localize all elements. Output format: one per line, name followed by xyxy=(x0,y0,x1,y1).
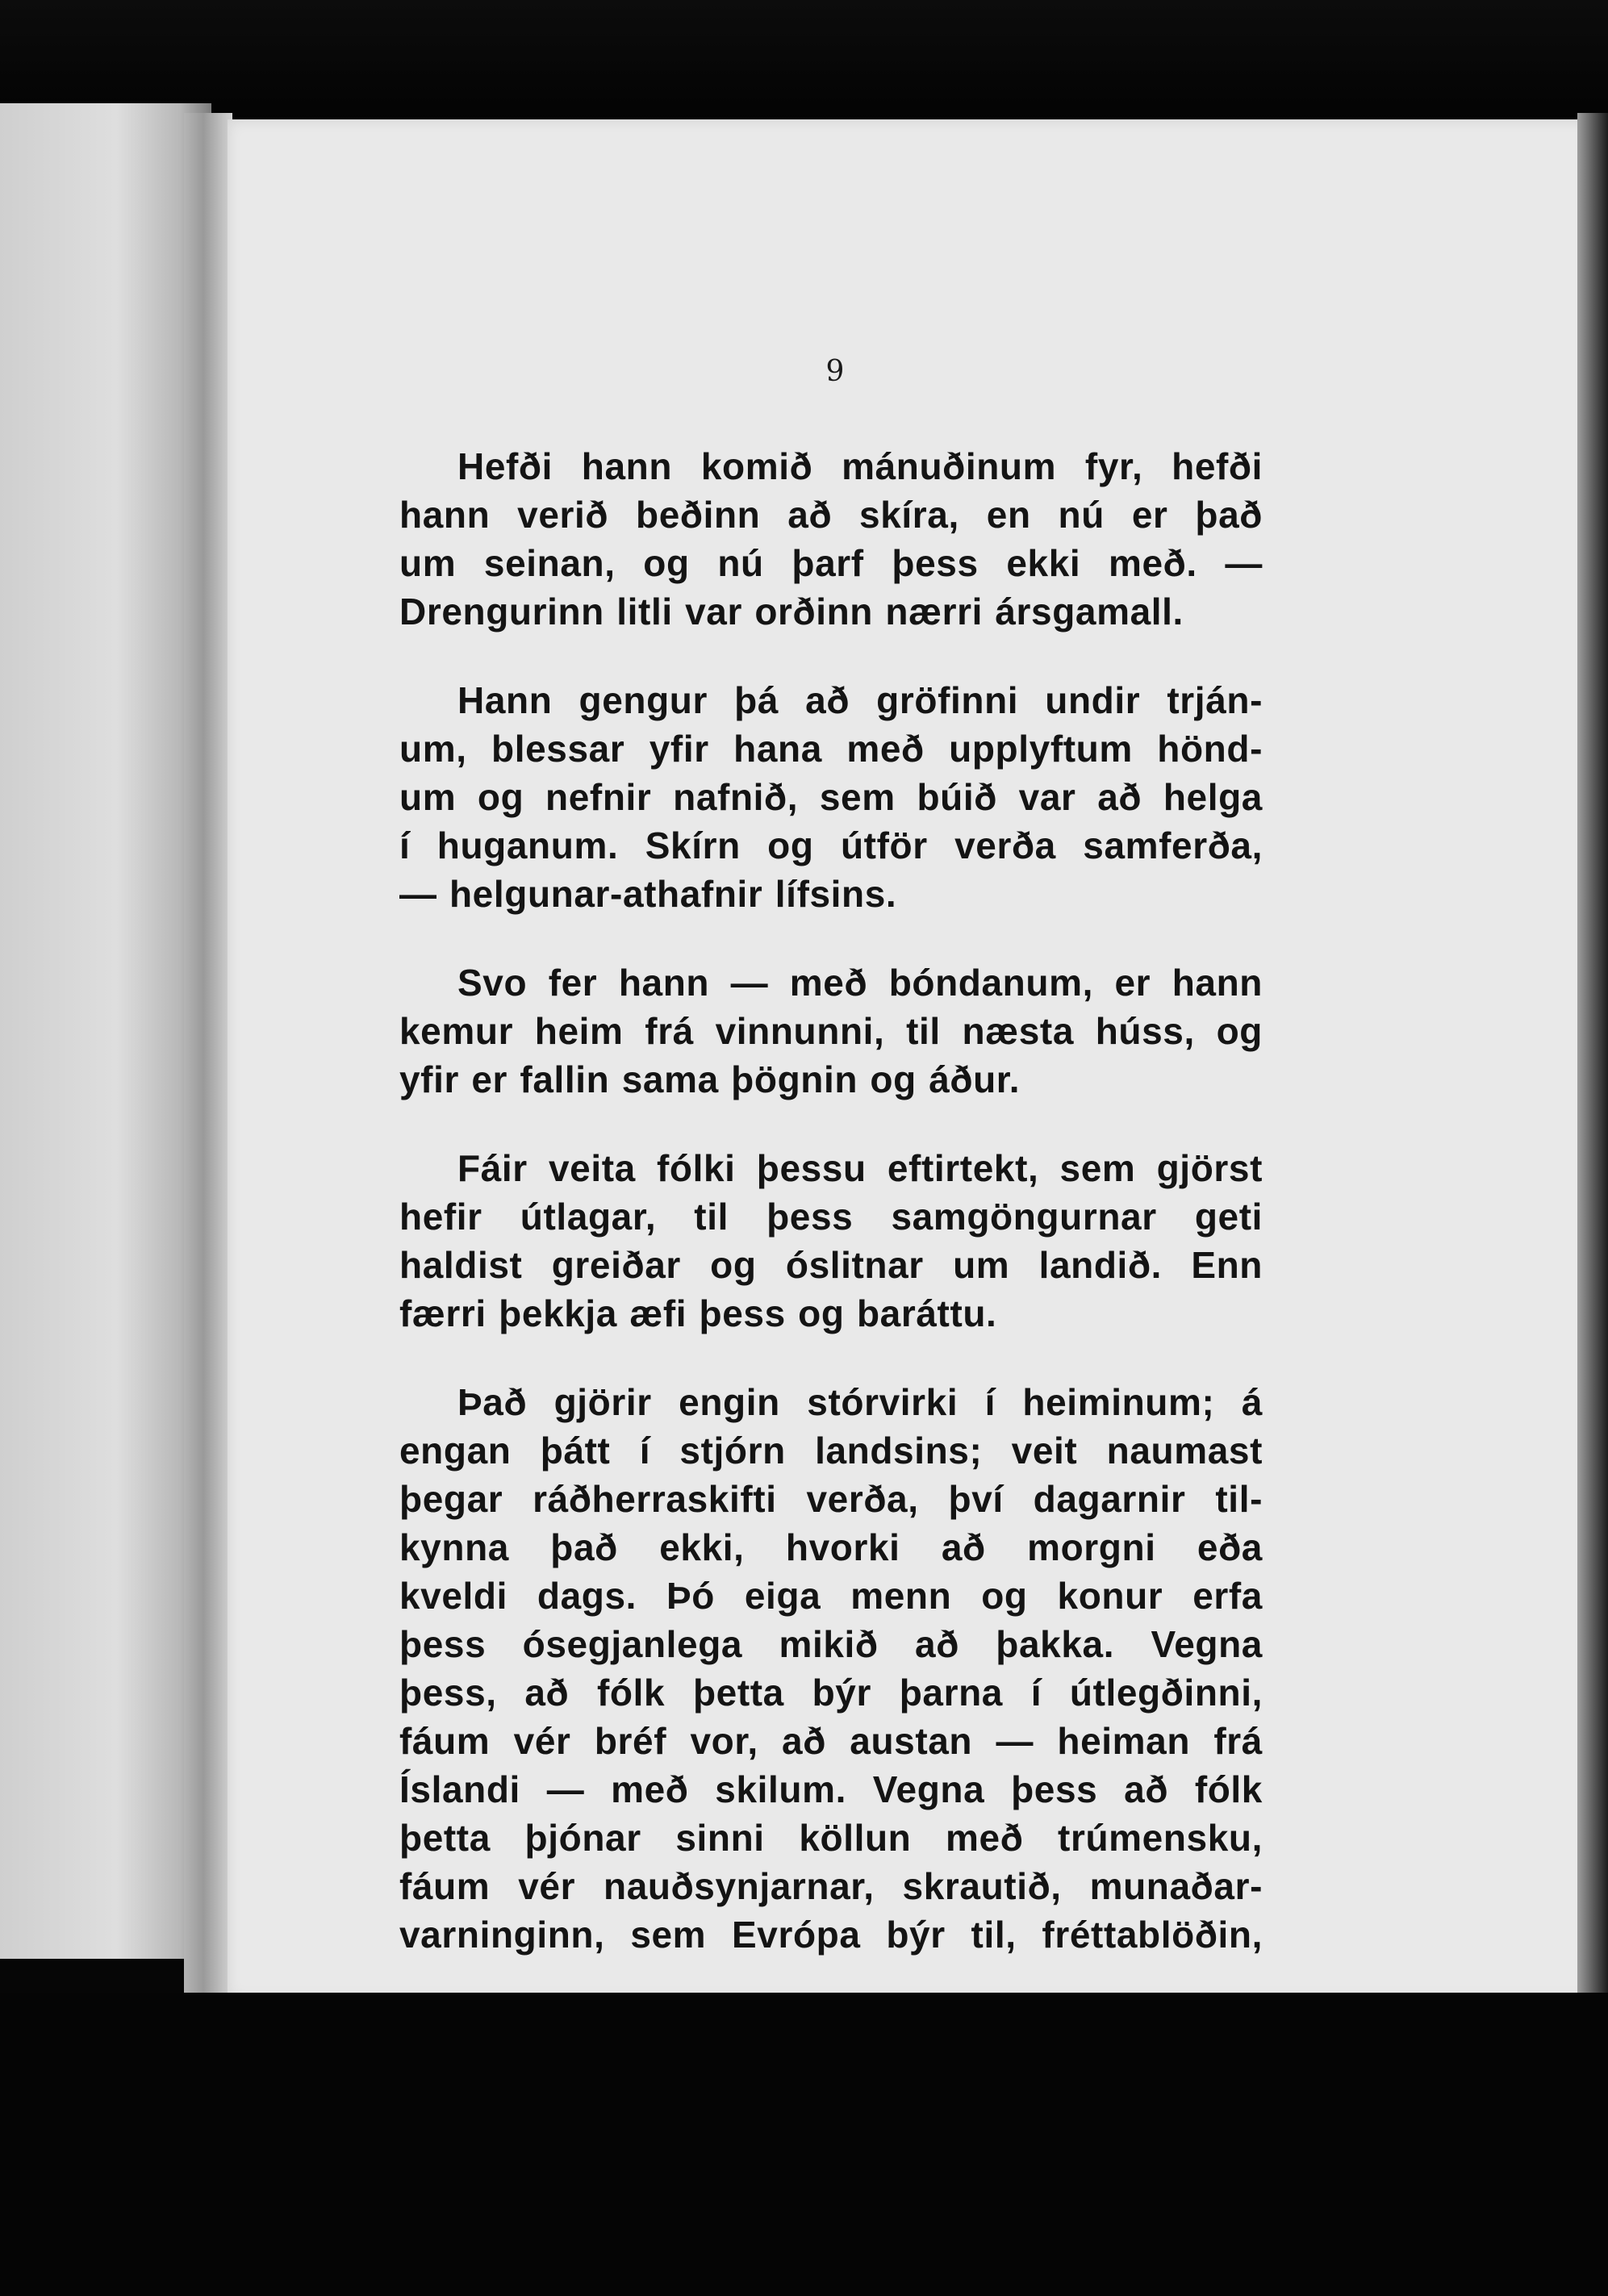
facing-page-left xyxy=(0,103,211,1959)
paragraph xyxy=(399,442,1263,636)
text-line: fáum vér bréf vor, að austan — heiman frá xyxy=(399,1720,1263,1762)
text-line: um og nefnir nafnið, sem búið var að helga xyxy=(399,776,1263,818)
text-line: um seinan, og nú þarf þess ekki með. — xyxy=(399,542,1263,584)
text-line: yfir er fallin sama þögnin og áður. xyxy=(399,1058,1021,1100)
text-line: Fáir veita fólki þessu eftirtekt, sem gjörst xyxy=(457,1147,1263,1189)
paragraph xyxy=(399,676,1263,918)
text-line: færri þekkja æfi þess og baráttu. xyxy=(399,1292,997,1334)
text-line: haldist greiðar og óslitnar um landið. Enn xyxy=(399,1244,1263,1286)
text-line: Það gjörir engin stórvirki í heiminum; á xyxy=(457,1381,1263,1423)
text-line: fáum vér nauðsynjarnar, skrautið, munaðar- xyxy=(399,1865,1263,1907)
text-line: Drengurinn litli var orðinn nærri ársgamall. xyxy=(399,591,1184,632)
text-line: Íslandi — með skilum. Vegna þess að fólk xyxy=(399,1768,1263,1810)
text-line: þetta þjónar sinni köllun með trúmensku, xyxy=(399,1817,1263,1859)
text-line: kveldi dags. Þó eiga menn og konur erfa xyxy=(399,1575,1263,1617)
paragraph xyxy=(399,1144,1263,1338)
page-number: 9 xyxy=(825,355,845,388)
scan-bottom-border xyxy=(0,1993,1608,2296)
paragraph xyxy=(399,1378,1263,1959)
text-line: kynna það ekki, hvorki að morgni eða xyxy=(399,1526,1263,1568)
paragraph xyxy=(399,958,1263,1104)
page-right-edge xyxy=(1577,113,1608,2001)
text-line: þess, að fólk þetta býr þarna í útlegðinni, xyxy=(399,1672,1263,1714)
text-line: þegar ráðherraskifti verða, því dagarnir til- xyxy=(399,1478,1263,1520)
text-line: um, blessar yfir hana með upplyftum hönd- xyxy=(399,728,1263,770)
text-line: varninginn, sem Evrópa býr til, fréttablöðin, xyxy=(399,1914,1263,1956)
text-line: — helgunar-athafnir lífsins. xyxy=(399,873,897,915)
text-line: engan þátt í stjórn landsins; veit naumast xyxy=(399,1430,1263,1472)
text-line: kemur heim frá vinnunni, til næsta húss, og xyxy=(399,1010,1263,1052)
text-line: Hann gengur þá að gröfinni undir trján- xyxy=(457,679,1263,721)
text-line: Hefði hann komið mánuðinum fyr, hefði xyxy=(457,445,1263,487)
body-text xyxy=(399,442,1263,1999)
text-line: Svo fer hann — með bóndanum, er hann xyxy=(457,962,1263,1004)
scan-top-border xyxy=(0,0,1608,121)
text-line: hefir útlagar, til þess samgöngurnar geti xyxy=(399,1196,1263,1238)
book-gutter xyxy=(184,113,232,1993)
text-line: þess ósegjanlega mikið að þakka. Vegna xyxy=(399,1623,1263,1665)
text-line: í huganum. Skírn og útför verða samferða, xyxy=(399,824,1263,866)
text-line: hann verið beðinn að skíra, en nú er það xyxy=(399,494,1263,536)
